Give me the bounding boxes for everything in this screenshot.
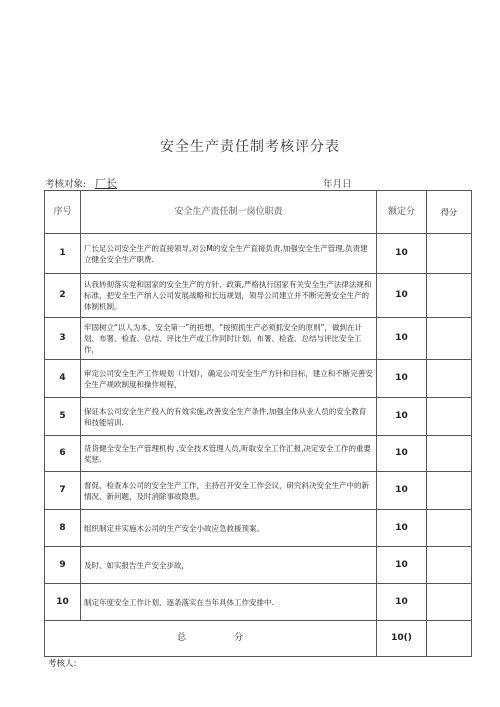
row-duty: 制定年度安全工作计划，逐条落实在当年具体工作安排中.	[81, 584, 377, 621]
row-score-cell[interactable]	[427, 398, 472, 436]
row-score-cell[interactable]	[427, 584, 472, 621]
date-label: 年月日	[323, 179, 352, 190]
row-standard: 10	[377, 547, 427, 584]
row-standard: 10	[377, 398, 427, 436]
table-row	[45, 234, 472, 274]
table-row	[45, 584, 472, 621]
row-score-cell[interactable]	[427, 510, 472, 547]
row-duty: 及时、如实报告生产安全步故，	[81, 547, 377, 584]
row-duty: 认我转彻落实党和国家的安全生产的方针、政策,严格执行国家有关安全生产法律法规和标准，把安全生产纳入公司发展战略和长远规划，领导公司建立并不断完善安全生产的体制机制。	[81, 274, 377, 318]
row-no: 8	[45, 510, 81, 547]
row-no: 4	[45, 360, 81, 398]
table-row	[45, 436, 472, 472]
table-row	[45, 360, 472, 398]
header-standard: 额定分	[377, 191, 427, 234]
total-label: 总分	[45, 621, 377, 657]
row-standard: 10	[377, 510, 427, 547]
row-duty: 厂长足公司安全生产的直接领导,对公M的安全生产直接负责.加强安全生产管理,负责建立健全安全生产职费.	[81, 234, 377, 274]
score-table	[44, 190, 472, 657]
row-score-cell[interactable]	[427, 472, 472, 510]
row-standard: 10	[377, 234, 427, 274]
row-duty: 货货健全安全生产管理机构 ,安全技术管理人员,听取安全工作汇报,决定安全工作的重要奖惩.	[81, 436, 377, 472]
row-score-cell[interactable]	[427, 274, 472, 318]
total-score-cell[interactable]	[427, 621, 472, 657]
assessor-label: 考核人:	[48, 659, 77, 669]
table-row	[45, 398, 472, 436]
row-score-cell[interactable]	[427, 318, 472, 360]
row-duty: 审定公司安全生产工作规划（计划），确定公司安全生产方针和目标，建立和不断完善安全生产规欧制度和操作规程，	[81, 360, 377, 398]
assessment-object-value: 厂长	[95, 177, 117, 190]
row-score-cell[interactable]	[427, 360, 472, 398]
table-header-row	[45, 191, 472, 234]
row-duty: 牢固树立“以人为本，安全第一”的担想，“按照抓生产必须抓安全的原则”，做到在计划、布署、检査、总结、评比生产或工作同时计划、布署、检査、总结与评比安全工作，	[81, 318, 377, 360]
row-standard: 10	[377, 436, 427, 472]
row-no: 3	[45, 318, 81, 360]
row-score-cell[interactable]	[427, 436, 472, 472]
row-score-cell[interactable]	[427, 547, 472, 584]
row-duty: 保证本公司安全生产投入的有效实施,改善安全生产条件,加强全体从业人员的安全教育和技能培训.	[81, 398, 377, 436]
row-standard: 10	[377, 318, 427, 360]
row-duty: 督促、检查本公司的安全生产工作，主持召开安全工作会议，研究斜决安全生产中的新情况、新问题，及时消除事故隐患。	[81, 472, 377, 510]
row-score-cell[interactable]	[427, 234, 472, 274]
table-row	[45, 510, 472, 547]
row-no: 1	[45, 234, 81, 274]
row-no: 2	[45, 274, 81, 318]
total-row	[45, 621, 472, 657]
row-no: 5	[45, 398, 81, 436]
total-value: 10()	[377, 621, 427, 657]
row-no: 7	[45, 472, 81, 510]
assessment-object-label: 考核对象:	[45, 179, 87, 190]
table-row	[45, 547, 472, 584]
row-standard: 10	[377, 274, 427, 318]
header-score: 得分	[427, 191, 472, 234]
row-no: 9	[45, 547, 81, 584]
page-title: 安全生产责任制考核评分表	[160, 139, 340, 155]
row-standard: 10	[377, 360, 427, 398]
row-standard: 10	[377, 472, 427, 510]
table-row	[45, 274, 472, 318]
row-no: 10	[45, 584, 81, 621]
table-row	[45, 318, 472, 360]
header-no: 序号	[45, 191, 81, 234]
row-duty: 组织制定并实施木公司的生产安全小故应急救援预案。	[81, 510, 377, 547]
table-row	[45, 472, 472, 510]
row-standard: 10	[377, 584, 427, 621]
header-duty: 安全生产责任制一岗位职责	[81, 191, 377, 234]
row-no: 6	[45, 436, 81, 472]
